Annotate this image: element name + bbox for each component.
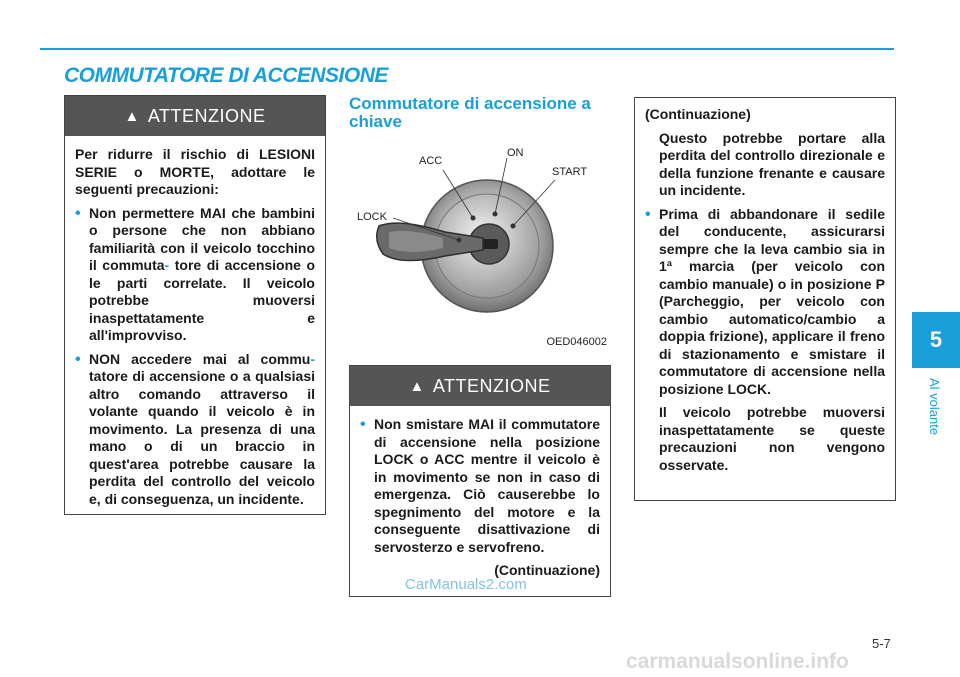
warning-triangle-icon: ▲ (124, 107, 140, 125)
bullet-dot-icon: • (645, 205, 651, 223)
warning-intro: Per ridurre il rischio di LESIONI SERIE o MORTE, adottare le seguenti precauzioni: (75, 146, 315, 197)
list-item (360, 416, 600, 556)
chapter-label: Al volante (927, 378, 942, 436)
chapter-number: 5 (929, 327, 943, 352)
bullet-dot-icon: • (360, 416, 366, 433)
ignition-switch-illustration (349, 140, 611, 350)
chapter-tab[interactable] (912, 312, 960, 368)
continuation-note: (Continuazione) (494, 562, 600, 578)
warning-heading-text: ATTENZIONE (432, 375, 551, 396)
list-item (75, 351, 315, 509)
bullet-hyphen: - (164, 257, 170, 273)
continuation-heading: (Continuazione) (645, 106, 751, 122)
warning-triangle-icon: ▲ (409, 377, 425, 395)
warning-heading-text: ATTENZIONE (147, 105, 266, 126)
paragraph: Il veicolo potrebbe muoversi inaspettatamente se queste precauzioni non vengono osservate. (659, 404, 885, 473)
warning-heading (350, 366, 610, 406)
list-item (645, 206, 885, 399)
warning-box-middle (349, 365, 611, 597)
figure-code: OED046002 (546, 336, 607, 348)
bullet-text-continued: tore di accensione o le parti correlate. Il veicolo potrebbe muoversi inaspettatamente e all'improvviso. (89, 257, 316, 343)
label-acc: ACC (419, 155, 443, 167)
bullet-text: NON accedere mai al commu (89, 350, 311, 367)
label-start: START (552, 166, 588, 178)
watermark-bottom: carmanualsonline.info (626, 650, 849, 673)
warning-box-right (634, 97, 896, 501)
bullet-text: Non permettere MAI che bambini o persone che non abbiano familiarità con il veicolo tocchino il commuta (89, 204, 315, 273)
bullet-text: Prima di abbandonare il sedile del conducente, assicurarsi sempre che la leva cambio sia in 1ª marcia (per veicolo con cambio manuale) o in posizione P (Parcheggio, per veicolo con cambio automatico/cambio a doppia frizione), applicare il freno di stazionamento e smistare il commutatore di accensione nella posizione LOCK. (659, 205, 885, 397)
bullet-text: Non smistare MAI il commutatore di accensione nella posizione LOCK o ACC mentre il veicolo è in movimento se non in caso di emergenza. Ciò causerebbe lo spegnimento del motore e la conseguente disattivazione di servosterzo e servofreno. (374, 416, 600, 555)
bullet-dot-icon: • (75, 350, 81, 368)
watermark-site: CarManuals2.com (405, 576, 527, 593)
bullet-dot-icon: • (75, 204, 81, 222)
warning-heading (65, 96, 325, 136)
section-title: COMMUTATORE DI ACCENSIONE (64, 64, 388, 87)
bullet-hyphen: - (310, 350, 315, 367)
warning-box-left (64, 95, 326, 515)
label-lock: LOCK (357, 211, 387, 223)
page-number: 5-7 (872, 636, 891, 651)
ignition-switch-figure (349, 140, 611, 350)
top-rule (40, 48, 894, 50)
bullet-text-continued: tatore di accensione o a qualsiasi altro comando attraverso il volante quando il veicolo è in movimento. La presenza di una mano o di un braccio in quest'area potrebbe causare la perdita del controllo del veicolo e, di conseguenza, un incidente. (89, 368, 315, 507)
label-on: ON (507, 147, 524, 159)
list-item (75, 205, 315, 345)
subsection-title: Commutatore di accensione a chiave (349, 94, 591, 131)
paragraph: Questo potrebbe portare alla perdita del controllo direzionale e della funzione frenante e causare un incidente. (659, 129, 885, 198)
